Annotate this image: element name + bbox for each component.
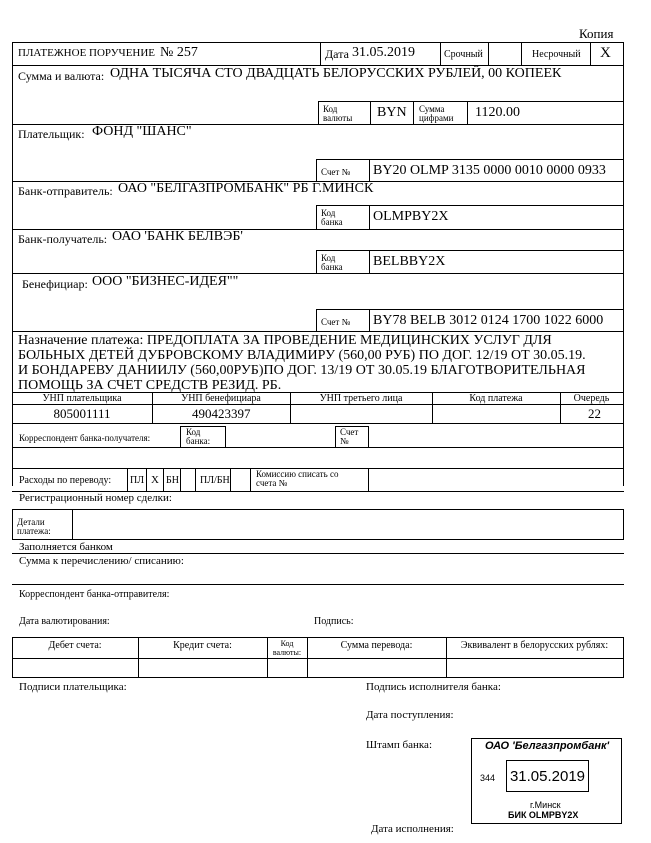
currency-code: BYN (377, 105, 407, 120)
byn-equivalent-label: Эквивалент в белорусских рублях: (460, 640, 609, 651)
receipt-date-label: Дата поступления: (366, 709, 454, 721)
payment-purpose: Назначение платежа: ПРЕДОПЛАТА ЗА ПРОВЕДЕНИЕ МЕДИЦИНСКИХ УСЛУГ ДЛЯ БОЛЬНЫХ ДЕТЕЙ ДУБРОВСКОМУ ВЛАДИМИРУ (560,00 РУБ) ПО ДОГ. 12/19 ОТ 30.05.19. И БОНДАРЕВУ ДАНИИЛУ (560,00РУБ)ПО ДОГ. 13/19 ОТ 30.05.19 БЛАГОТВОРИТЕЛЬНАЯ ПОМОЩЬ ЗА СЧЕТ СРЕДСТВ РЕЗИД. РБ. (18, 333, 586, 393)
amount-digits: 1120.00 (475, 105, 520, 120)
stamp-city: г.Минск (530, 800, 561, 810)
document-date: 31.05.2019 (352, 45, 415, 60)
currency-code-column-label: Код валюты: (272, 639, 302, 657)
fees-option-pl-bn: ПЛ/БН (200, 475, 230, 486)
sender-bank-code: OLMPBY2X (373, 209, 449, 224)
payment-code-label: Код платежа (469, 393, 523, 404)
beneficiary-label: Бенефициар: (22, 277, 88, 291)
amount-label: Сумма и валюта: (18, 69, 105, 83)
payer-account: BY20 OLMP 3135 0000 0010 0000 0933 (373, 163, 606, 178)
payer-label: Плательщик: (18, 127, 85, 141)
execution-date-label: Дата исполнения: (371, 823, 454, 835)
beneficiary-unp: 490423397 (192, 406, 251, 421)
document-title: ПЛАТЕЖНОЕ ПОРУЧЕНИЕ (18, 47, 156, 59)
beneficiary-account-label: Счет № (321, 317, 351, 327)
beneficiary-unp-label: УНП бенефициара (181, 393, 261, 404)
payer-signatures-label: Подписи плательщика: (19, 681, 127, 693)
stamp-bank-name: ОАО 'Белгазпромбанк' (485, 740, 610, 752)
queue-value: 22 (588, 406, 601, 421)
commission-account-label: Комиссию списать со счета № (256, 469, 339, 488)
currency-code-label: Код валюты (323, 104, 353, 123)
sender-correspondent-label: Корреспондент банка-отправителя: (19, 589, 170, 600)
beneficiary-name: ООО "БИЗНЕС-ИДЕЯ"" (92, 274, 239, 289)
fees-option-bn: БН (166, 475, 179, 486)
correspondent-bank-code-label: Код банка: (186, 427, 211, 446)
stamp-date: 31.05.2019 (506, 760, 589, 792)
fees-option-mark: X (151, 474, 159, 486)
receiver-bank-code: BELBBY2X (373, 254, 446, 269)
receiver-bank-name: ОАО 'БАНК БЕЛВЭБ' (112, 229, 243, 244)
queue-label: Очередь (573, 393, 610, 404)
bank-section-title: Заполняется банком (19, 541, 113, 553)
registration-number-label: Регистрационный номер сделки: (19, 492, 172, 504)
document-number: № 257 (160, 45, 198, 60)
non-urgent-checkmark: X (600, 45, 611, 61)
amount-digits-label: Сумма цифрами (419, 104, 454, 123)
correspondent-account-label: Счет № (340, 427, 359, 446)
urgent-label: Срочный (444, 49, 483, 60)
copy-label: Копия (579, 26, 614, 41)
payment-purpose-label: Назначение платежа: (18, 333, 144, 348)
stamp-bic: БИК OLMPBY2X (508, 810, 579, 820)
sender-bank-label: Банк-отправитель: (18, 184, 113, 198)
correspondent-label: Корреспондент банка-получателя: (19, 433, 151, 443)
amount-words: ОДНА ТЫСЯЧА СТО ДВАДЦАТЬ БЕЛОРУССКИХ РУБЛЕЙ, 00 КОПЕЕК (110, 66, 562, 81)
payer-unp: 805001111 (53, 406, 111, 421)
sender-bank-code-label: Код банка (321, 208, 343, 227)
receiver-bank-label: Банк-получатель: (18, 232, 108, 246)
bank-signature-field-label: Подпись: (314, 616, 354, 627)
receiver-bank-code-label: Код банка (321, 253, 343, 272)
beneficiary-account: BY78 BELB 3012 0124 1700 1022 6000 (373, 313, 604, 328)
credit-account-label: Кредит счета: (173, 640, 232, 651)
non-urgent-label: Несрочный (532, 49, 581, 60)
bank-officer-signature-label: Подпись исполнителя банка: (366, 681, 501, 693)
value-date-label: Дата валютирования: (19, 616, 110, 627)
payer-account-label: Счет № (321, 167, 351, 177)
date-label: Дата (325, 47, 349, 61)
sender-bank-name: ОАО "БЕЛГАЗПРОМБАНК" РБ Г.МИНСК (118, 181, 374, 196)
fees-option-pl: ПЛ (130, 475, 145, 486)
third-party-unp-label: УНП третьего лица (319, 393, 403, 404)
bank-stamp-label: Штамп банка: (366, 739, 432, 751)
debit-account-label: Дебет счета: (48, 640, 102, 651)
fees-label: Расходы по переводу: (19, 475, 112, 486)
stamp-code: 344 (480, 773, 496, 783)
transfer-sum-column-label: Сумма перевода: (340, 640, 413, 651)
payer-unp-label: УНП плательщика (42, 393, 122, 404)
transfer-amount-label: Сумма к перечислению/ списанию: (19, 555, 184, 567)
payment-details-label: Детали платежа: (17, 517, 51, 536)
payer-name: ФОНД "ШАНС" (92, 124, 192, 139)
